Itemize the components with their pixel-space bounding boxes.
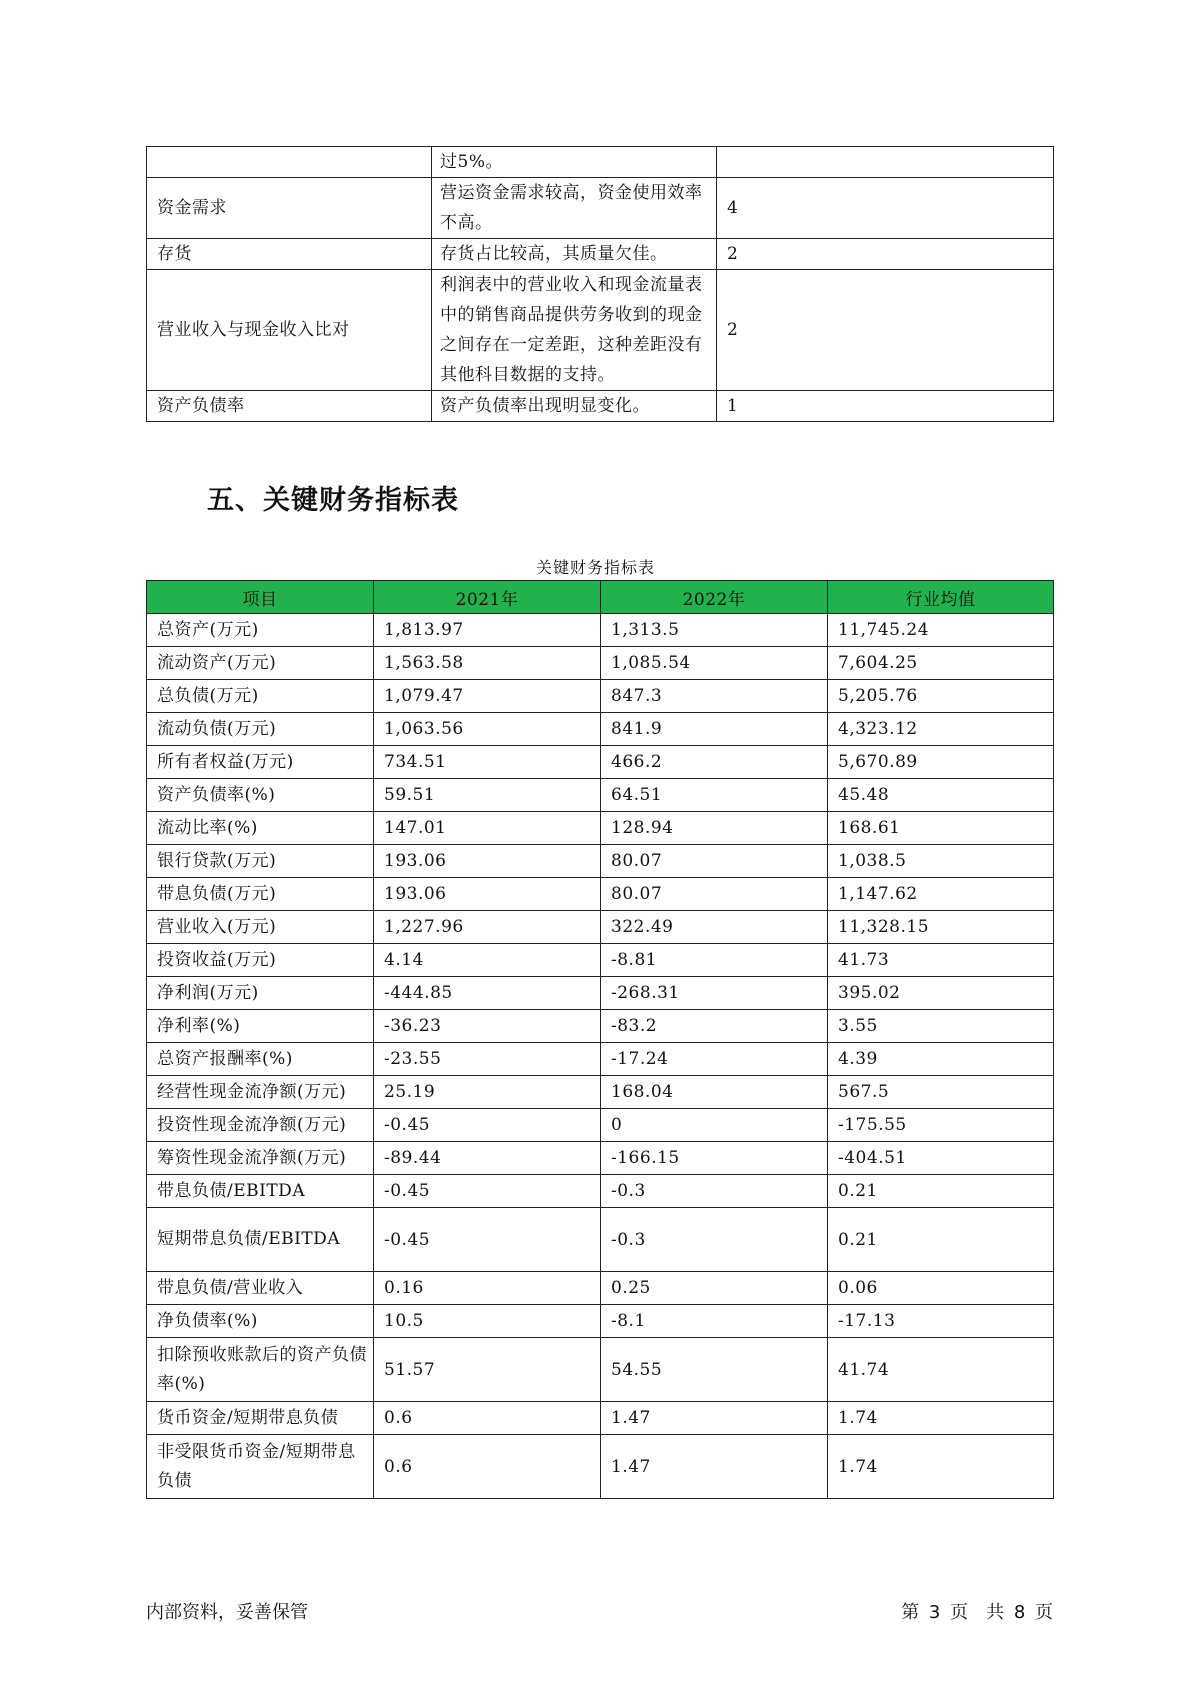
value-2022: 168.04 [601,1076,828,1109]
value-2022: 466.2 [601,746,828,779]
value-industry-avg: 41.74 [828,1338,1054,1402]
metric-name: 筹资性现金流净额(万元) [147,1142,374,1175]
risk-score: 2 [717,270,1054,391]
value-2022: 0 [601,1109,828,1142]
value-2021: 0.16 [374,1272,601,1305]
metric-name: 短期带息负债/EBITDA [147,1208,374,1272]
value-2022: 1,085.54 [601,647,828,680]
table-header-row [147,581,1054,614]
value-2021: 1,813.97 [374,614,601,647]
metric-name: 货币资金/短期带息负债 [147,1402,374,1435]
value-industry-avg: 41.73 [828,944,1054,977]
table-row [147,746,1054,779]
value-2022: -0.3 [601,1175,828,1208]
risk-row [147,178,1054,239]
metric-name: 所有者权益(万元) [147,746,374,779]
metric-name: 非受限货币资金/短期带息负债 [147,1435,374,1499]
value-2022: 322.49 [601,911,828,944]
footer-confidential: 内部资料，妥善保管 [146,1602,308,1623]
risk-item: 资产负债率 [147,391,432,422]
table-row [147,647,1054,680]
value-industry-avg: 4,323.12 [828,713,1054,746]
metric-name: 流动比率(%) [147,812,374,845]
value-industry-avg: 1.74 [828,1402,1054,1435]
value-industry-avg: 395.02 [828,977,1054,1010]
value-2022: -268.31 [601,977,828,1010]
value-industry-avg: 1,147.62 [828,878,1054,911]
key-metrics-table [146,580,1054,1499]
value-2022: 80.07 [601,878,828,911]
value-2021: 25.19 [374,1076,601,1109]
header-item: 项目 [147,581,374,614]
table-row [147,845,1054,878]
metric-name: 带息负债/营业收入 [147,1272,374,1305]
value-2021: -0.45 [374,1109,601,1142]
metric-name: 扣除预收账款后的资产负债率(%) [147,1338,374,1402]
value-2022: 80.07 [601,845,828,878]
risk-desc: 营运资金需求较高，资金使用效率不高。 [432,178,717,239]
header-industry-avg: 行业均值 [828,581,1054,614]
value-2022: 54.55 [601,1338,828,1402]
risk-score [717,147,1054,178]
table-row [147,977,1054,1010]
table-row [147,779,1054,812]
table-row [147,680,1054,713]
risk-score: 2 [717,239,1054,270]
value-2021: -0.45 [374,1208,601,1272]
table-row [147,1402,1054,1435]
risk-table [146,146,1054,422]
value-industry-avg: 7,604.25 [828,647,1054,680]
table-row [147,713,1054,746]
metric-name: 投资收益(万元) [147,944,374,977]
value-industry-avg: 4.39 [828,1043,1054,1076]
risk-score: 1 [717,391,1054,422]
value-industry-avg: 1.74 [828,1435,1054,1499]
metric-name: 净负债率(%) [147,1305,374,1338]
table-row [147,1338,1054,1402]
metric-name: 净利率(%) [147,1010,374,1043]
metric-name: 经营性现金流净额(万元) [147,1076,374,1109]
value-2021: 1,563.58 [374,647,601,680]
table-row [147,614,1054,647]
value-industry-avg: 45.48 [828,779,1054,812]
value-2021: 193.06 [374,878,601,911]
value-2022: 128.94 [601,812,828,845]
value-2022: -83.2 [601,1010,828,1043]
value-2022: 847.3 [601,680,828,713]
value-industry-avg: 0.06 [828,1272,1054,1305]
table-row [147,1142,1054,1175]
risk-desc: 过5%。 [432,147,717,178]
table-row [147,1208,1054,1272]
metrics-body [147,614,1054,1499]
table-row [147,1010,1054,1043]
table-row [147,1076,1054,1109]
metric-name: 净利润(万元) [147,977,374,1010]
value-2021: 193.06 [374,845,601,878]
table-row [147,1043,1054,1076]
risk-item: 存货 [147,239,432,270]
metric-name: 流动资产(万元) [147,647,374,680]
value-industry-avg: -175.55 [828,1109,1054,1142]
value-2021: 1,079.47 [374,680,601,713]
risk-item: 资金需求 [147,178,432,239]
table-row [147,1305,1054,1338]
value-industry-avg: 5,205.76 [828,680,1054,713]
risk-desc: 存货占比较高，其质量欠佳。 [432,239,717,270]
header-2021: 2021年 [374,581,601,614]
value-industry-avg: 0.21 [828,1175,1054,1208]
table-row [147,1175,1054,1208]
value-2021: -36.23 [374,1010,601,1043]
table-row [147,1272,1054,1305]
value-2021: 734.51 [374,746,601,779]
table-row [147,1109,1054,1142]
table-caption: 关键财务指标表 [535,558,655,577]
value-2022: 1.47 [601,1435,828,1499]
value-2022: 0.25 [601,1272,828,1305]
value-2022: -0.3 [601,1208,828,1272]
metric-name: 流动负债(万元) [147,713,374,746]
value-industry-avg: 0.21 [828,1208,1054,1272]
value-2021: 147.01 [374,812,601,845]
risk-desc: 利润表中的营业收入和现金流量表中的销售商品提供劳务收到的现金之间存在一定差距，这种差距没有其他科目数据的支持。 [432,270,717,391]
table-row [147,878,1054,911]
value-2022: 1.47 [601,1402,828,1435]
risk-item: 营业收入与现金收入比对 [147,270,432,391]
metric-name: 总资产报酬率(%) [147,1043,374,1076]
value-2022: 841.9 [601,713,828,746]
value-2021: 0.6 [374,1402,601,1435]
table-row [147,944,1054,977]
value-industry-avg: -404.51 [828,1142,1054,1175]
value-2021: 1,063.56 [374,713,601,746]
metric-name: 带息负债/EBITDA [147,1175,374,1208]
value-industry-avg: 3.55 [828,1010,1054,1043]
table-row [147,911,1054,944]
value-2022: 1,313.5 [601,614,828,647]
risk-item [147,147,432,178]
risk-desc: 资产负债率出现明显变化。 [432,391,717,422]
metric-name: 带息负债(万元) [147,878,374,911]
footer-page-number: 第 3 页 共 8 页 [901,1602,1053,1623]
value-2022: 64.51 [601,779,828,812]
value-2021: 10.5 [374,1305,601,1338]
metric-name: 总负债(万元) [147,680,374,713]
value-2022: -8.81 [601,944,828,977]
value-2021: 4.14 [374,944,601,977]
value-industry-avg: 11,745.24 [828,614,1054,647]
value-industry-avg: 11,328.15 [828,911,1054,944]
metric-name: 总资产(万元) [147,614,374,647]
metric-name: 投资性现金流净额(万元) [147,1109,374,1142]
value-2022: -17.24 [601,1043,828,1076]
value-2021: -444.85 [374,977,601,1010]
metric-name: 资产负债率(%) [147,779,374,812]
risk-score: 4 [717,178,1054,239]
value-2022: -166.15 [601,1142,828,1175]
value-industry-avg: 567.5 [828,1076,1054,1109]
value-2021: 59.51 [374,779,601,812]
value-2021: 1,227.96 [374,911,601,944]
value-industry-avg: 168.61 [828,812,1054,845]
value-2021: -0.45 [374,1175,601,1208]
metric-name: 营业收入(万元) [147,911,374,944]
table-row [147,1435,1054,1499]
risk-row [147,391,1054,422]
value-industry-avg: 5,670.89 [828,746,1054,779]
value-2021: 0.6 [374,1435,601,1499]
value-2021: -89.44 [374,1142,601,1175]
value-2022: -8.1 [601,1305,828,1338]
value-2021: 51.57 [374,1338,601,1402]
risk-row [147,270,1054,391]
value-industry-avg: -17.13 [828,1305,1054,1338]
metric-name: 银行贷款(万元) [147,845,374,878]
value-2021: -23.55 [374,1043,601,1076]
section-heading: 五、关键财务指标表 [207,485,459,516]
header-2022: 2022年 [601,581,828,614]
value-industry-avg: 1,038.5 [828,845,1054,878]
risk-row [147,239,1054,270]
risk-row [147,147,1054,178]
table-row [147,812,1054,845]
